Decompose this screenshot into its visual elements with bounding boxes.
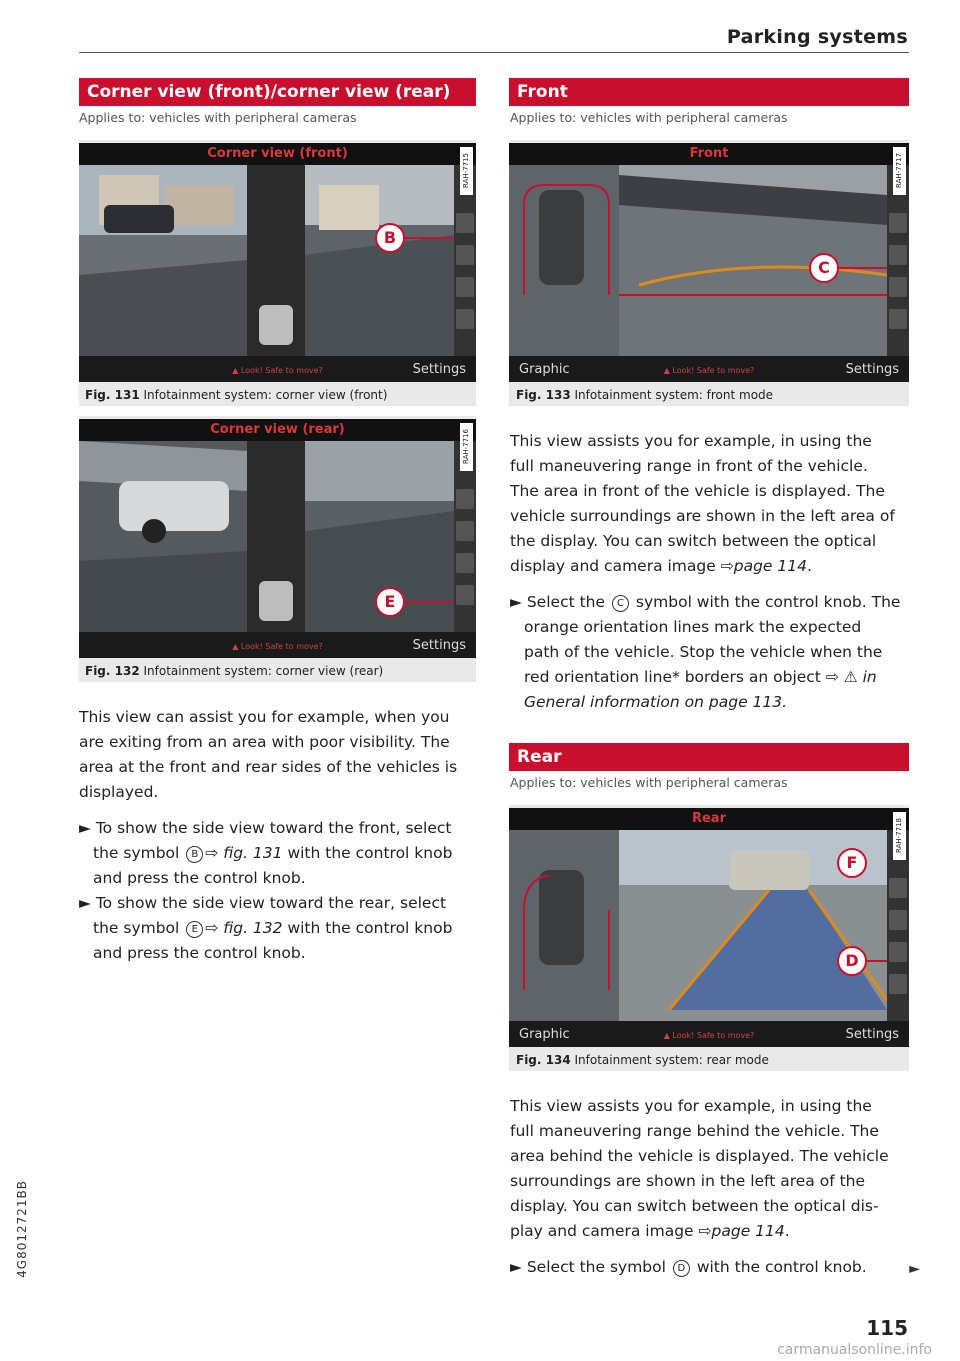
callout-line — [835, 267, 887, 269]
graphic-button[interactable]: Graphic — [519, 362, 570, 377]
symbol-c-icon: C — [612, 595, 629, 612]
sidebar-button[interactable] — [456, 521, 474, 541]
screen-title: Corner view (front) — [207, 146, 348, 161]
symbol-d-icon: D — [673, 1260, 690, 1277]
watermark: carmanualsonline.info — [777, 1342, 932, 1358]
applies-note: Applies to: vehicles with peripheral cameras — [510, 775, 788, 790]
page-reference[interactable]: page 114 — [733, 557, 807, 575]
header-title: Parking systems — [726, 26, 908, 48]
sidebar-button[interactable] — [456, 245, 474, 265]
step-front-side-view: ► To show the side view toward the front, select the symbol B ⇨ fig. 131 with the control knob and press the control knob. — [79, 819, 453, 887]
warning-text: ▲ Look! Safe to move? — [663, 1031, 755, 1040]
camera-image — [79, 165, 454, 356]
callout-line — [401, 237, 453, 239]
callout-line — [865, 960, 887, 962]
sidebar-button[interactable] — [456, 489, 474, 509]
figure-caption: Fig. 134 Infotainment system: rear mode — [516, 1053, 769, 1067]
warning-text: ▲ Look! Safe to move? — [232, 642, 323, 651]
sidebar-button[interactable] — [889, 878, 907, 898]
screen-front — [509, 143, 909, 382]
step-front-mode: ► Select the C symbol with the control knob. The orange orientation lines mark the expected path of the vehicle. Stop the vehicle when the red orientation line* borders an object ⇨ ⚠ in General information on page 113. — [510, 590, 915, 715]
figure-caption: Fig. 132 Infotainment system: corner view (rear) — [85, 664, 384, 678]
rear-paragraph: This view assists you for example, in using the full maneuvering range behind the vehicle. The area behind the vehicle is displayed. The vehicle surroundings are shown in the left area of the display. You can switch between the optical dis- play and camera image ⇨page 114. — [510, 1097, 889, 1240]
sidebar-button[interactable] — [889, 910, 907, 930]
callout-b: B — [375, 223, 405, 253]
warning-text: ▲ Look! Safe to move? — [232, 366, 323, 375]
screen-title: Corner view (rear) — [210, 422, 345, 437]
applies-note: Applies to: vehicles with peripheral cameras — [510, 110, 788, 125]
camera-image — [509, 830, 887, 1021]
screen-title: Rear — [691, 811, 726, 826]
sidebar-button[interactable] — [456, 213, 474, 233]
figure-134 — [509, 805, 909, 1071]
callout-d: D — [837, 946, 867, 976]
sidebar-button[interactable] — [889, 213, 907, 233]
fig-reference[interactable]: fig. 131 — [223, 844, 283, 862]
sidebar-button[interactable] — [889, 309, 907, 329]
sidebar-button[interactable] — [456, 553, 474, 573]
settings-button[interactable]: Settings — [412, 362, 466, 377]
section-title-corner-view: Corner view (front)/corner view (rear) — [79, 78, 476, 106]
sidebar-button[interactable] — [889, 245, 907, 265]
figure-caption: Fig. 131 Infotainment system: corner view (front) — [85, 388, 388, 402]
document-code: 4G8012721BB — [15, 1180, 29, 1278]
warning-icon: ▲ — [232, 366, 241, 375]
fig-reference[interactable]: fig. 132 — [223, 919, 283, 937]
screen-corner-front — [79, 143, 476, 382]
warning-icon: ▲ — [663, 1031, 673, 1040]
figure-131 — [79, 140, 476, 406]
general-info-reference[interactable]: General information on page 113. — [524, 693, 788, 711]
figure-code: RAH-7715 — [460, 147, 473, 195]
warning-triangle-icon: ⚠ — [843, 668, 858, 686]
symbol-b-icon: B — [186, 846, 203, 863]
sidebar-button[interactable] — [889, 277, 907, 297]
page-number: 115 — [866, 1316, 908, 1340]
sidebar-button[interactable] — [889, 942, 907, 962]
symbol-e-icon: E — [186, 921, 203, 938]
settings-button[interactable]: Settings — [845, 362, 899, 377]
graphic-button[interactable]: Graphic — [519, 1027, 570, 1042]
figure-133 — [509, 140, 909, 406]
settings-button[interactable]: Settings — [412, 638, 466, 653]
settings-button[interactable]: Settings — [845, 1027, 899, 1042]
applies-note: Applies to: vehicles with peripheral cameras — [79, 110, 357, 125]
figure-code: RAH-7716 — [460, 423, 473, 471]
figure-caption: Fig. 133 Infotainment system: front mode — [516, 388, 774, 402]
warning-icon: ▲ — [663, 366, 673, 375]
callout-c: C — [809, 253, 839, 283]
header-rule — [79, 52, 909, 53]
screen-rear — [509, 808, 909, 1047]
callout-f: F — [837, 848, 867, 878]
screen-corner-rear — [79, 419, 476, 658]
section-title-rear: Rear — [509, 743, 909, 771]
sidebar-button[interactable] — [456, 585, 474, 605]
screen-title: Front — [689, 146, 729, 161]
left-paragraph: This view can assist you for example, when you are exiting from an area with poor visibility. The area at the front and rear sides of the vehicles is displayed. — [79, 708, 458, 801]
figure-code: RAH-7717 — [893, 147, 906, 195]
step-rear-mode: ► Select the symbol D with the control knob. — [510, 1258, 867, 1276]
section-title-front: Front — [509, 78, 909, 106]
step-rear-side-view: ► To show the side view toward the rear, select the symbol E ⇨ fig. 132 with the control knob and press the control knob. — [79, 894, 453, 962]
sidebar-button[interactable] — [889, 974, 907, 994]
callout-e: E — [375, 587, 405, 617]
figure-code: RAH-7718 — [893, 812, 906, 860]
continue-arrow-icon: ► — [909, 1261, 920, 1277]
sidebar-button[interactable] — [456, 277, 474, 297]
sidebar-button[interactable] — [456, 309, 474, 329]
callout-line — [401, 601, 453, 603]
warning-icon: ▲ — [232, 642, 241, 651]
page-reference[interactable]: page 114 — [711, 1222, 785, 1240]
warning-text: ▲ Look! Safe to move? — [663, 366, 755, 375]
front-paragraph: This view assists you for example, in using the full maneuvering range in front of the vehicle. The area in front of the vehicle is displayed. The vehicle surroundings are shown in the left area of the display. You can switch between the optical display and camera image ⇨page 114. — [510, 432, 895, 575]
figure-132 — [79, 416, 476, 682]
